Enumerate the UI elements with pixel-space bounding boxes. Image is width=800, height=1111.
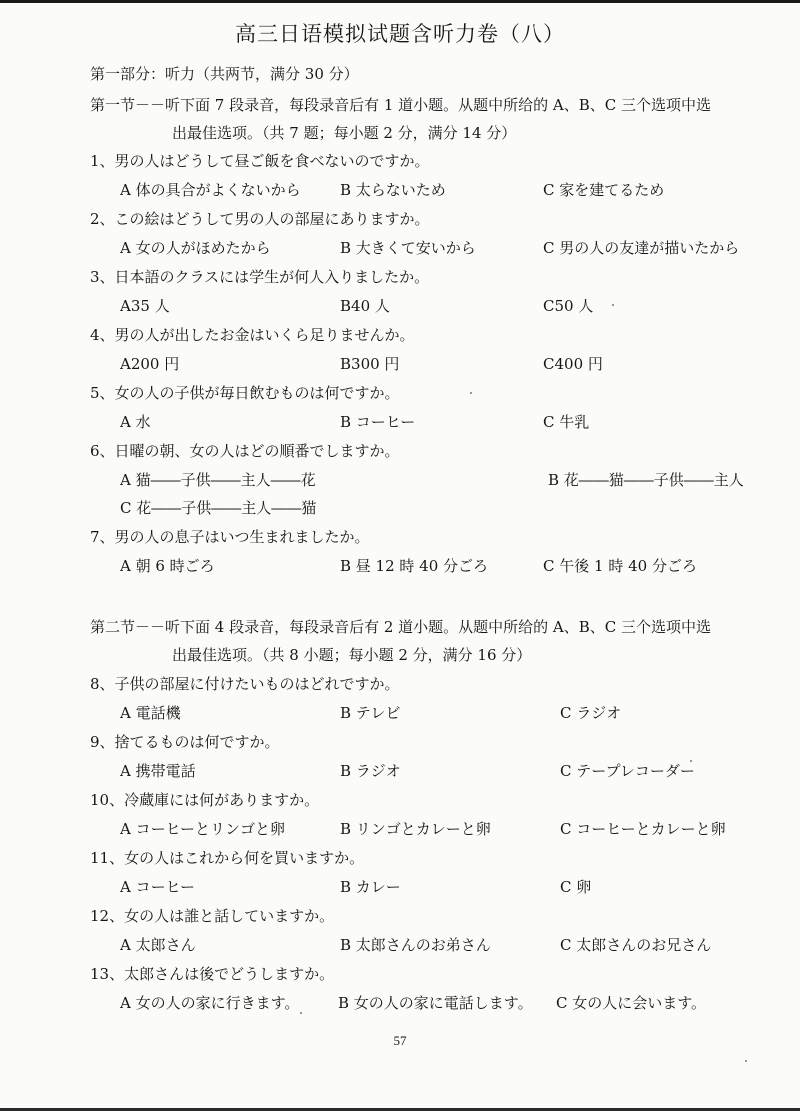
q2-option-a: A 女の人がほめたから [120, 239, 271, 257]
section2-instruction: 第二节－－听下面 4 段录音，每段录音后有 2 道小题。从题中所给的 A、B、C 三个选项中选 [90, 618, 712, 636]
question-7: 7、男の人の息子はいつ生まれましたか。 [90, 528, 370, 546]
scan-speck [745, 1060, 747, 1062]
q8-option-c: C ラジオ [560, 704, 622, 722]
q10-option-b: B リンゴとカレーと卵 [340, 820, 491, 838]
q11-option-a: A コーヒー [120, 878, 196, 896]
q13-option-a: A 女の人の家に行きます。 [120, 994, 300, 1012]
q6-option-c: C 花――子供――主人――猫 [120, 499, 317, 517]
part-heading: 第一部分：听力（共两节，满分 30 分） [90, 65, 359, 83]
question-11: 11、女の人はこれから何を買いますか。 [90, 849, 365, 867]
q7-option-a: A 朝 6 時ごろ [120, 557, 215, 575]
q7-option-c: C 午後 1 時 40 分ごろ [543, 557, 697, 575]
question-12: 12、女の人は誰と話していますか。 [90, 907, 335, 925]
question-10: 10、冷蔵庫には何がありますか。 [90, 791, 320, 809]
section2-instruction-cont: 出最佳选项。（共 8 小题；每小题 2 分，满分 16 分） [172, 646, 532, 664]
q4-option-c: C400 円 [543, 355, 603, 373]
q2-option-b: B 大きくて安いから [340, 239, 476, 257]
scan-speck [690, 760, 692, 762]
question-3: 3、日本語のクラスには学生が何人入りましたか。 [90, 268, 430, 286]
q4-option-b: B300 円 [340, 355, 400, 373]
q5-option-a: A 水 [120, 413, 151, 431]
question-13: 13、太郎さんは後でどうしますか。 [90, 965, 335, 983]
q7-option-b: B 昼 12 時 40 分ごろ [340, 557, 489, 575]
question-9: 9、捨てるものは何ですか。 [90, 733, 280, 751]
q9-option-c: C テープレコーダー [560, 762, 695, 780]
q1-option-b: B 太らないため [340, 181, 446, 199]
question-6: 6、日曜の朝、女の人はどの順番でしますか。 [90, 442, 400, 460]
page-number: 57 [393, 1033, 407, 1048]
q3-option-a: A35 人 [120, 297, 170, 315]
question-1: 1、男の人はどうして昼ご飯を食べないのですか。 [90, 152, 430, 170]
q4-option-a: A200 円 [120, 355, 180, 373]
q2-option-c: C 男の人の友達が描いたから [543, 239, 740, 257]
q10-option-a: A コーヒーとリンゴと卵 [120, 820, 286, 838]
q5-option-b: B コーヒー [340, 413, 416, 431]
scan-speck [470, 392, 472, 394]
question-4: 4、男の人が出したお金はいくら足りませんか。 [90, 326, 415, 344]
q12-option-a: A 太郎さん [120, 936, 196, 954]
q1-option-c: C 家を建てるため [543, 181, 665, 199]
page-title: 高三日语模拟试题含听力卷（八） [235, 22, 565, 46]
section1-instruction-cont: 出最佳选项。（共 7 题；每小题 2 分，满分 14 分） [172, 124, 517, 142]
q9-option-b: B ラジオ [340, 762, 401, 780]
scan-edge-top [0, 0, 800, 3]
q13-option-b: B 女の人の家に電話します。 [338, 994, 533, 1012]
q9-option-a: A 携帯電話 [120, 762, 196, 780]
q5-option-c: C 牛乳 [543, 413, 590, 431]
q8-option-a: A 電話機 [120, 704, 181, 722]
q11-option-c: C 卵 [560, 878, 592, 896]
question-5: 5、女の人の子供が毎日飲むものは何ですか。 [90, 384, 400, 402]
scan-speck [300, 1012, 302, 1014]
q8-option-b: B テレビ [340, 704, 401, 722]
q12-option-b: B 太郎さんのお弟さん [340, 936, 491, 954]
q6-option-b: B 花――猫――子供――主人 [548, 471, 744, 489]
scan-speck [612, 304, 614, 306]
question-2: 2、この絵はどうして男の人の部屋にありますか。 [90, 210, 430, 228]
q13-option-c: C 女の人に会います。 [556, 994, 707, 1012]
section1-instruction: 第一节－－听下面 7 段录音，每段录音后有 1 道小题。从题中所给的 A、B、C 三个选项中选 [90, 96, 712, 114]
q3-option-c: C50 人 [543, 297, 594, 315]
q1-option-a: A 体の具合がよくないから [120, 181, 301, 199]
q10-option-c: C コーヒーとカレーと卵 [560, 820, 726, 838]
question-8: 8、子供の部屋に付けたいものはどれですか。 [90, 675, 400, 693]
q6-option-a: A 猫――子供――主人――花 [120, 471, 316, 489]
q12-option-c: C 太郎さんのお兄さん [560, 936, 712, 954]
q11-option-b: B カレー [340, 878, 401, 896]
q3-option-b: B40 人 [340, 297, 390, 315]
